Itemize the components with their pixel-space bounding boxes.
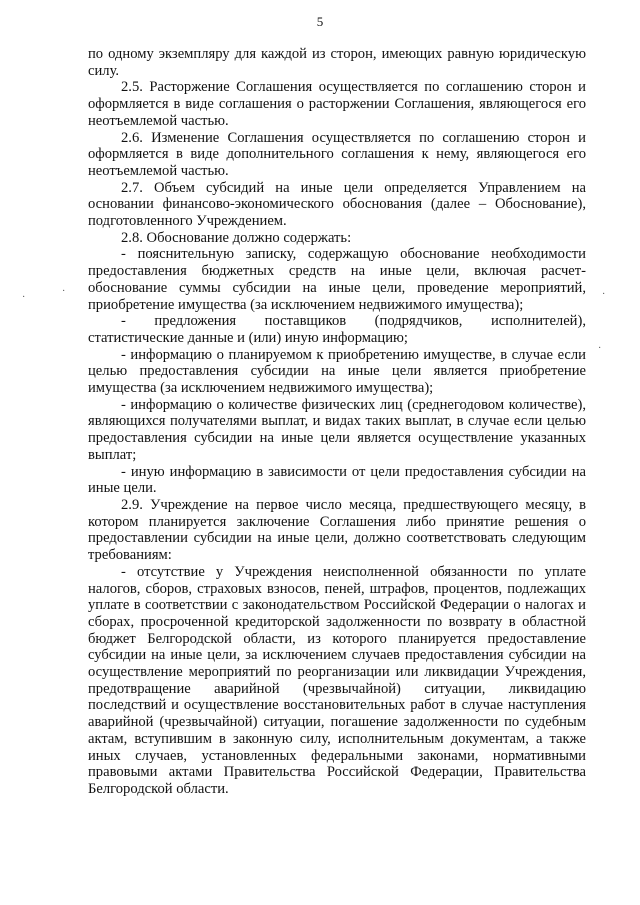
scan-speck: · <box>62 286 66 297</box>
list-item-other-info: - иную информацию в зависимости от цели предоставления субсидии на иные цели. <box>88 463 586 497</box>
paragraph-2-5: 2.5. Расторжение Соглашения осуществляется по соглашению сторон и оформляется в виде соглашения о расторжении Соглашения, являющегося его неотъемлемой частью. <box>88 79 586 129</box>
list-item-individuals-info: - информацию о количестве физических лиц (среднегодовом количестве), являющихся получателями выплат, и видах таких выплат, в случае если целью предоставления субсидии на иные цели является осуществление указанных выплат; <box>88 396 586 463</box>
list-item-explanatory-note: - пояснительную записку, содержащую обоснование необходимости предоставления бюджетных средств на иные цели, включая расчет-обоснование суммы субсидии на иные цели, проведение мероприятий, приобретение имущества (за исключением недвижимого имущества); <box>88 246 586 313</box>
scan-speck: · <box>22 292 26 303</box>
scan-speck: · <box>602 289 606 300</box>
paragraph-2-7: 2.7. Объем субсидий на иные цели определяется Управлением на основании финансово-экономического обоснования (далее – Обоснование), подготовленного Учреждением. <box>88 179 586 230</box>
scan-speck: · <box>598 343 602 354</box>
paragraph-2-9: 2.9. Учреждение на первое число месяца, предшествующего месяцу, в котором планируется заключение Соглашения либо принятие решения о предоставлении субсидии на иные цели, должно соответствовать следующим требованиям: <box>88 496 586 564</box>
document-body <box>88 46 586 798</box>
list-item-supplier-offers: - предложения поставщиков (подрядчиков, исполнителей), статистические данные и (или) иную информацию; <box>88 313 586 346</box>
list-item-no-debts: - отсутствие у Учреждения неисполненной обязанности по уплате налогов, сборов, страховых взносов, пеней, штрафов, процентов, подлежащих уплате в соответствии с законодательством Российской Федерации о налогах и сборах, просроченной кредиторской задолженности по возврату в областной бюджет Белгородской области, из которого планируется предоставление субсидии на иные цели, за исключением случаев предоставления субсидии на осуществление мероприятий по реорганизации или ликвидации Учреждения, предотвращение аварийной (чрезвычайной) ситуации, ликвидацию последствий и осуществление восстановительных работ в случае наступления аварийной (чрезвычайной) ситуации, погашение задолженности по судебным актам, вступившим в законную силу, исполнительным документам, а также иных случаев, установленных федеральными законами, нормативными правовыми актами Правительства Российской Федерации, Правительства Белгородской области. <box>88 563 586 797</box>
paragraph-2-6: 2.6. Изменение Соглашения осуществляется по соглашению сторон и оформляется в виде дополнительного соглашения к нему, являющегося его неотъемлемой частью. <box>88 129 586 179</box>
paragraph-continuation: по одному экземпляру для каждой из сторон, имеющих равную юридическую силу. <box>88 46 586 79</box>
paragraph-2-8: 2.8. Обоснование должно содержать: <box>121 229 352 246</box>
page-number: 5 <box>316 14 324 29</box>
list-item-property-info: - информацию о планируемом к приобретению имуществе, в случае если целью предоставления субсидии на иные цели является приобретение имущества (за исключением недвижимого имущества); <box>88 346 586 397</box>
